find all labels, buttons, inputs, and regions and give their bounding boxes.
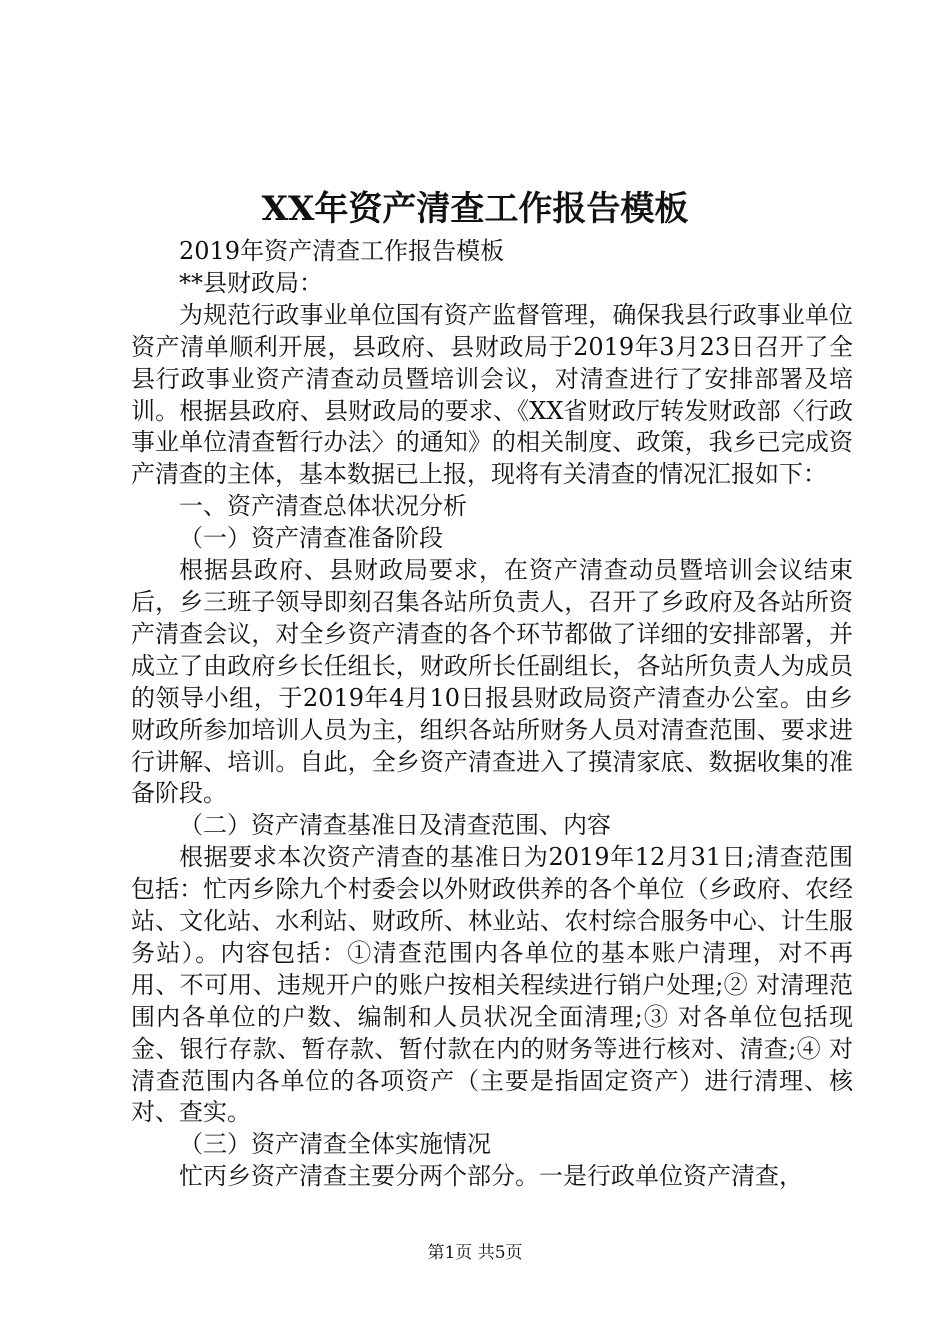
paragraph-implementation: 忙丙乡资产清查主要分两个部分。一是行政单位资产清查，: [179, 1162, 803, 1191]
document-title: XX年资产清查工作报告模板: [261, 189, 689, 229]
subsection-heading-3: （三）资产清查全体实施情况: [179, 1130, 491, 1159]
document-body: [131, 236, 853, 1193]
paragraph-intro: 为规范行政事业单位国有资产监督管理，确保我县行政事业单位资产清单顺利开展，县政府、县财政局于2019年3月23日召开了全县行政事业资产清查动员暨培训会议，对清查进行了安排部署及培训。根据县政府、县财政局的要求、《XX省财政厅转发财政部〈行政事业单位清查暂行办法〉的通知》的相关制度、政策，我乡已完成资产清查的主体，基本数据已上报，现将有关清查的情况汇报如下：: [131, 300, 853, 489]
paragraph-addressee: **县财政局：: [179, 268, 323, 297]
paragraph-scope: 根据要求本次资产清查的基准日为2019年12月31日;清查范围包括：忙丙乡除九个村委会以外财政供养的各个单位（乡政府、农经站、文化站、水利站、财政所、林业站、农村综合服务中心、计生服务站）。内容包括：①清查范围内各单位的基本账户清理，对不再用、不可用、违规开户的账户按相关程续进行销户处理;② 对清理范围内各单位的户数、编制和人员状况全面清理;③ 对各单位包括现金、银行存款、暂存款、暂付款在内的财务等进行核对、清查;④ 对清查范围内各单位的各项资产（主要是指固定资产）进行清理、核对、查实。: [131, 843, 853, 1127]
page-number: 第1页 共5页: [427, 1243, 523, 1263]
section-heading-1: 一、资产清查总体状况分析: [179, 492, 467, 521]
subsection-heading-2: （二）资产清查基准日及清查范围、内容: [179, 811, 611, 840]
paragraph-subtitle: 2019年资产清查工作报告模板: [179, 237, 505, 265]
subsection-heading-1: （一）资产清查准备阶段: [179, 524, 443, 553]
paragraph-preparation: 根据县政府、县财政局要求，在资产清查动员暨培训会议结束后，乡三班子领导即刻召集各站所负责人，召开了乡政府及各站所资产清查会议，对全乡资产清查的各个环节都做了详细的安排部署，并成立了由政府乡长任组长，财政所长任副组长，各站所负责人为成员的领导小组，于2019年4月10日报县财政局资产清查办公室。由乡财政所参加培训人员为主，组织各站所财务人员对清查范围、要求进行讲解、培训。自此，全乡资产清查进入了摸清家底、数据收集的准备阶段。: [131, 556, 853, 808]
